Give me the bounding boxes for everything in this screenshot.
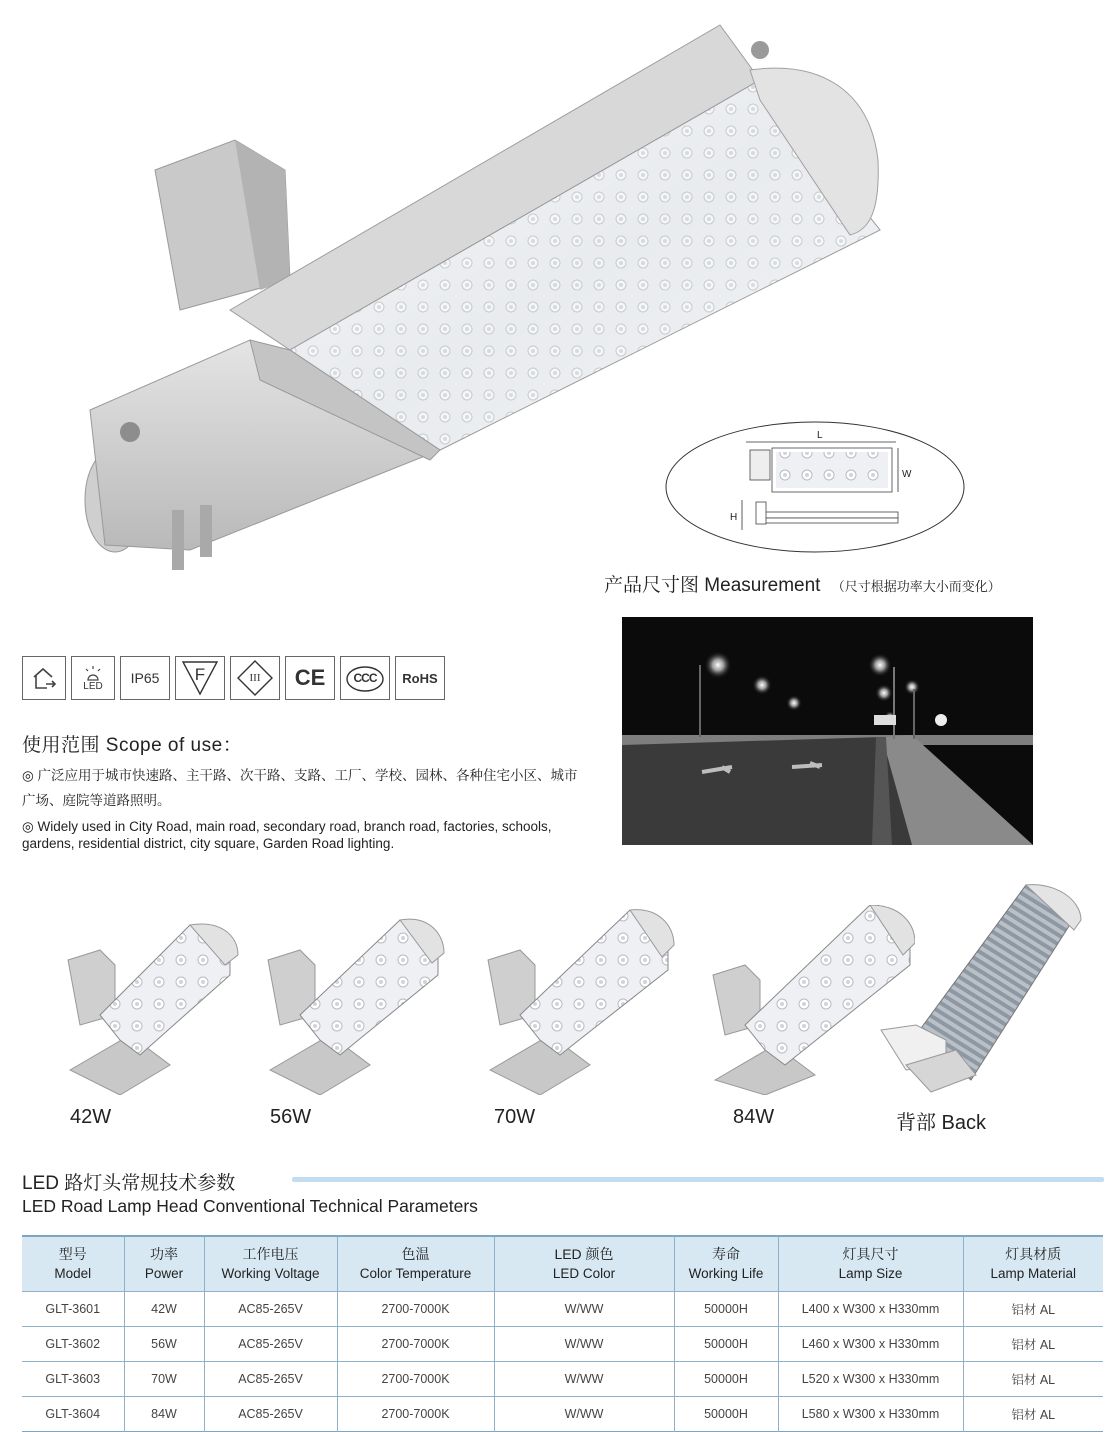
certification-icons [22, 656, 445, 700]
table-cell: 2700-7000K [337, 1292, 494, 1327]
header-cn: 功率 [150, 1246, 178, 1262]
lamp-70w-image [480, 905, 675, 1095]
table-body [22, 1292, 1103, 1432]
ccc-mark-icon [340, 656, 390, 700]
measurement-note: （尺寸根据功率大小而变化） [831, 579, 1001, 594]
measurement-label-cn: 产品尺寸图 [604, 575, 700, 596]
table-cell: 铝材 AL [963, 1292, 1103, 1327]
header-cell [963, 1236, 1103, 1292]
dimension-label-l: L [817, 430, 823, 441]
table-cell: 50000H [674, 1292, 778, 1327]
header-en: Color Temperature [359, 1266, 472, 1281]
table-cell: 2700-7000K [337, 1397, 494, 1432]
lamp-42w-image [60, 905, 240, 1095]
table-cell: 56W [124, 1327, 204, 1362]
ce-mark-icon [285, 656, 335, 700]
variant-label-84w: 84W [733, 1106, 775, 1128]
f-mark-label: F [194, 665, 206, 684]
variant-label-70w: 70W [494, 1106, 536, 1128]
header-cell [778, 1236, 963, 1292]
table-cell: AC85-265V [204, 1362, 337, 1397]
f-mark-icon [175, 656, 225, 700]
table-cell: L460 x W300 x H330mm [778, 1327, 963, 1362]
class-iii-icon [230, 656, 280, 700]
header-cn: 灯具尺寸 [842, 1246, 899, 1262]
led-icon [71, 656, 115, 700]
night-road-photo [622, 617, 1033, 845]
measurement-diagram [664, 420, 966, 554]
table-cell: W/WW [494, 1397, 674, 1432]
variant-label-back: 背部 Back [896, 1112, 987, 1134]
table-cell: L580 x W300 x H330mm [778, 1397, 963, 1432]
header-cell [124, 1236, 204, 1292]
table-title-cn: LED 路灯头常规技术参数 [22, 1173, 236, 1194]
table-cell: 铝材 AL [963, 1327, 1103, 1362]
table-cell: 铝材 AL [963, 1362, 1103, 1397]
lamp-56w-image [260, 905, 445, 1095]
table-row [22, 1292, 1103, 1327]
table-cell: W/WW [494, 1327, 674, 1362]
header-cell [494, 1236, 674, 1292]
dimension-label-w: W [902, 469, 912, 480]
header-cell [337, 1236, 494, 1292]
table-cell: 铝材 AL [963, 1397, 1103, 1432]
header-en: Working Voltage [221, 1266, 320, 1281]
scope-title: 使用范围 Scope of use： [22, 735, 243, 756]
dimension-label-h: H [730, 512, 738, 523]
table-cell: 50000H [674, 1397, 778, 1432]
house-icon [22, 656, 66, 700]
header-en: Power [144, 1266, 184, 1281]
table-cell: 70W [124, 1362, 204, 1397]
header-en: Lamp Material [990, 1266, 1077, 1281]
ccc-mark-label: CCC [353, 671, 377, 685]
header-en: Working Life [688, 1266, 764, 1281]
scope-text-en: ◎ Widely used in City Road, main road, secondary road, branch road, factories, schools, gardens, residential district, city square, Garden Road lighting. [22, 819, 552, 851]
table-cell: 84W [124, 1397, 204, 1432]
table-row [22, 1327, 1103, 1362]
tech-params-table [22, 1235, 1103, 1432]
table-cell: 42W [124, 1292, 204, 1327]
table-header-row [22, 1236, 1103, 1292]
header-cn: LED 颜色 [554, 1246, 614, 1262]
ip65-icon [120, 656, 170, 700]
rohs-icon [395, 656, 445, 700]
table-cell: AC85-265V [204, 1292, 337, 1327]
table-cell: GLT-3602 [22, 1327, 124, 1362]
table-row [22, 1362, 1103, 1397]
table-cell: AC85-265V [204, 1397, 337, 1432]
table-cell: GLT-3601 [22, 1292, 124, 1327]
class-iii-label: III [249, 672, 261, 684]
table-cell: W/WW [494, 1362, 674, 1397]
header-en: Model [54, 1266, 92, 1281]
header-en: LED Color [552, 1266, 616, 1281]
rohs-label: RoHS [402, 670, 438, 686]
led-label: LED [83, 680, 103, 692]
ce-mark-label: CE [294, 665, 326, 690]
measurement-caption [604, 570, 1001, 597]
header-cn: 色温 [401, 1246, 430, 1262]
table-title-en: LED Road Lamp Head Conventional Technical Parameters [22, 1196, 478, 1216]
variant-label-56w: 56W [270, 1106, 312, 1128]
ip65-label: IP65 [130, 670, 160, 686]
lamp-back-image [876, 880, 1086, 1095]
table-row [22, 1397, 1103, 1432]
title-divider [292, 1177, 1104, 1182]
header-cell [22, 1236, 124, 1292]
header-cell [674, 1236, 778, 1292]
table-cell: W/WW [494, 1292, 674, 1327]
table-cell: L400 x W300 x H330mm [778, 1292, 963, 1327]
variant-label-42w: 42W [70, 1106, 112, 1128]
measurement-label-en: Measurement [704, 575, 821, 596]
header-en: Lamp Size [838, 1266, 903, 1281]
header-cn: 寿命 [712, 1246, 740, 1262]
header-cn: 型号 [58, 1246, 87, 1262]
table-cell: 2700-7000K [337, 1327, 494, 1362]
table-cell: 50000H [674, 1327, 778, 1362]
table-cell: 50000H [674, 1362, 778, 1397]
table-cell: AC85-265V [204, 1327, 337, 1362]
scope-text-cn: ◎ 广泛应用于城市快速路、主干路、次干路、支路、工厂、学校、园林、各种住宅小区、城市广场、庭院等道路照明。 [22, 768, 578, 808]
table-cell: GLT-3604 [22, 1397, 124, 1432]
header-cn: 灯具材质 [1005, 1246, 1062, 1262]
table-cell: 2700-7000K [337, 1362, 494, 1397]
table-cell: GLT-3603 [22, 1362, 124, 1397]
header-cn: 工作电压 [242, 1246, 299, 1262]
header-cell [204, 1236, 337, 1292]
table-cell: L520 x W300 x H330mm [778, 1362, 963, 1397]
